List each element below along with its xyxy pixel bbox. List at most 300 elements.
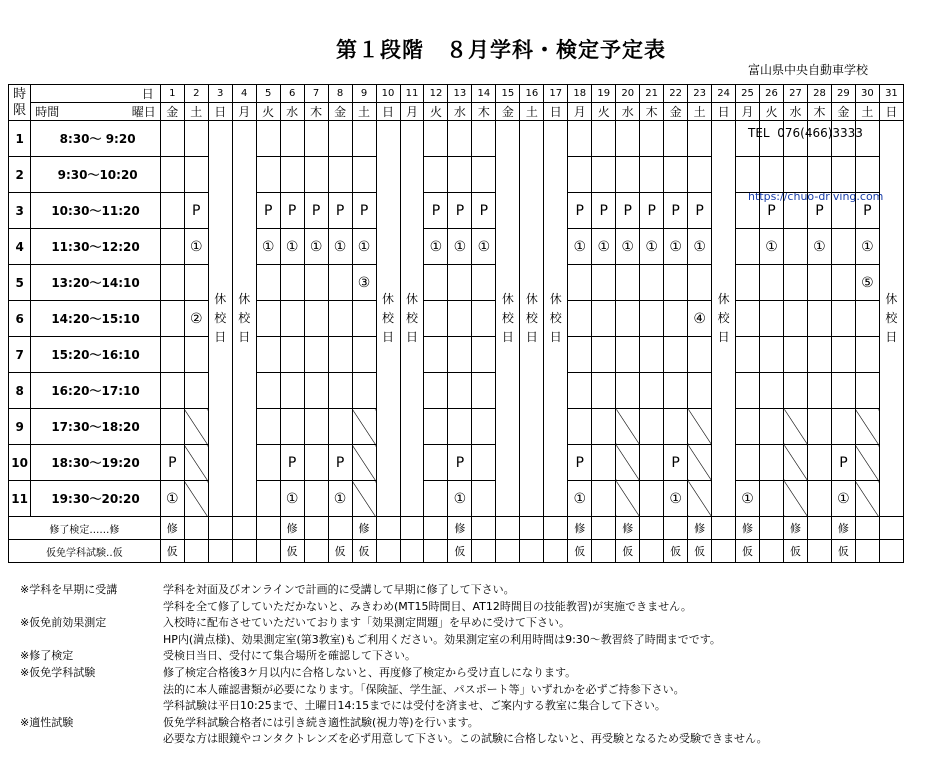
footer-mark: 仮 <box>670 545 682 558</box>
footer-cell <box>640 517 664 540</box>
schedule-cell <box>664 193 688 229</box>
footer-cell <box>592 517 616 540</box>
period-number: 7 <box>9 337 31 373</box>
schedule-cell <box>592 193 616 229</box>
schedule-cell <box>352 337 376 373</box>
closed-day-cell <box>520 121 544 517</box>
schedule-mark: P <box>192 202 201 219</box>
footer-cell <box>376 540 400 563</box>
schedule-cell <box>304 229 328 265</box>
schedule-cell <box>784 157 808 193</box>
schedule-mark: P <box>575 454 584 471</box>
schedule-cell <box>688 229 712 265</box>
footer-cell <box>855 517 879 540</box>
day-number: 16 <box>520 85 544 103</box>
closed-day-cell <box>712 121 736 517</box>
footer-mark: 修 <box>358 522 370 535</box>
period-row <box>9 481 904 517</box>
note-row <box>20 615 768 632</box>
schedule-mark: P <box>623 202 632 219</box>
schedule-mark: P <box>311 202 321 219</box>
schedule-cell <box>592 157 616 193</box>
schedule-mark: P <box>695 202 704 219</box>
schedule-mark: P <box>359 202 369 219</box>
schedule-cell <box>256 481 280 517</box>
schedule-cell <box>328 157 352 193</box>
day-label: 日 <box>141 87 154 101</box>
period-time: 9:30～10:20 <box>31 157 161 193</box>
footer-cell <box>712 540 736 563</box>
schedule-cell <box>592 301 616 337</box>
footer-cell <box>784 517 808 540</box>
note-row <box>20 682 768 699</box>
schedule-cell <box>760 301 784 337</box>
period-number: 11 <box>9 481 31 517</box>
schedule-cell <box>304 157 328 193</box>
schedule-cell <box>472 337 496 373</box>
weekday-cell: 土 <box>520 103 544 121</box>
footer-cell <box>352 540 376 563</box>
period-number: 6 <box>9 301 31 337</box>
note-label <box>20 731 163 748</box>
schedule-cell <box>184 157 208 193</box>
footer-cell <box>616 517 640 540</box>
day-number: 22 <box>664 85 688 103</box>
footer-cell <box>831 517 855 540</box>
day-number: 3 <box>208 85 232 103</box>
schedule-cell <box>352 373 376 409</box>
school-url[interactable]: https://chuo-driving.com <box>748 190 884 203</box>
time-label: 時間 <box>35 105 60 119</box>
schedule-mark: ① <box>453 490 467 507</box>
note-label <box>20 698 163 715</box>
day-number: 13 <box>448 85 472 103</box>
day-number: 25 <box>736 85 760 103</box>
period-time: 13:20～14:10 <box>31 265 161 301</box>
schedule-cell <box>592 265 616 301</box>
footer-cell <box>400 540 424 563</box>
schedule-cell <box>304 481 328 517</box>
schedule-cell <box>640 157 664 193</box>
schedule-cell <box>664 445 688 481</box>
note-row <box>20 648 768 665</box>
footer-mark: 修 <box>454 522 466 535</box>
period-time: 17:30～18:20 <box>31 409 161 445</box>
schedule-cell <box>160 337 184 373</box>
footer-cell <box>544 540 568 563</box>
schedule-mark: P <box>599 202 608 219</box>
footer-cell <box>232 517 256 540</box>
schedule-mark: ① <box>333 238 347 255</box>
schedule-cell <box>807 445 831 481</box>
schedule-cell <box>448 229 472 265</box>
weekday-cell: 日 <box>376 103 400 121</box>
schedule-cell <box>304 193 328 229</box>
schedule-cell <box>568 337 592 373</box>
day-number: 2 <box>184 85 208 103</box>
schedule-cell <box>616 193 640 229</box>
schedule-cell <box>160 265 184 301</box>
footer-cell <box>879 540 903 563</box>
schedule-cell <box>784 193 808 229</box>
schedule-table <box>8 84 904 563</box>
schedule-cell <box>568 481 592 517</box>
header-row-days <box>9 85 904 103</box>
period-time: 8:30～ 9:20 <box>31 121 161 157</box>
weekday-cell: 月 <box>400 103 424 121</box>
schedule-cell <box>760 409 784 445</box>
footer-cell <box>712 517 736 540</box>
footer-cell <box>208 540 232 563</box>
schedule-cell <box>424 337 448 373</box>
day-number: 8 <box>328 85 352 103</box>
note-label: ※仮免前効果測定 <box>20 616 107 630</box>
schedule-mark: ① <box>693 238 706 255</box>
page-title: 第１段階 ８月学科・検定予定表 <box>336 38 666 62</box>
schedule-cell <box>831 121 855 157</box>
footer-cell <box>736 540 760 563</box>
schedule-cell <box>448 193 472 229</box>
period-time: 18:30～19:20 <box>31 445 161 481</box>
footer-cell <box>879 517 903 540</box>
footer-cell <box>352 517 376 540</box>
schedule-cell <box>688 373 712 409</box>
schedule-mark: ① <box>309 238 323 255</box>
schedule-cell <box>280 193 304 229</box>
weekday-cell: 日 <box>879 103 903 121</box>
period-number: 2 <box>9 157 31 193</box>
schedule-mark: ① <box>285 238 299 255</box>
note-text: 入校時に配布させていただいております「効果測定問題」を早めに受けて下さい。 <box>163 616 570 630</box>
schedule-cell <box>831 229 855 265</box>
schedule-mark: ① <box>813 238 826 255</box>
weekday-cell: 木 <box>304 103 328 121</box>
period-row <box>9 157 904 193</box>
period-row <box>9 229 904 265</box>
unavailable-cell <box>784 481 808 517</box>
schedule-cell <box>568 373 592 409</box>
schedule-cell <box>664 229 688 265</box>
schedule-mark: P <box>335 454 345 471</box>
footer-cell <box>640 540 664 563</box>
schedule-cell <box>688 337 712 373</box>
schedule-cell <box>760 445 784 481</box>
schedule-cell <box>568 445 592 481</box>
schedule-cell <box>568 121 592 157</box>
day-number: 9 <box>352 85 376 103</box>
footer-label: 修了検定……修 <box>9 517 161 540</box>
day-number: 28 <box>807 85 831 103</box>
closed-label: 休 校 日 <box>238 292 251 344</box>
footer-cell <box>831 540 855 563</box>
schedule-cell <box>448 409 472 445</box>
footer-mark: 仮 <box>574 545 586 558</box>
weekday-cell: 火 <box>424 103 448 121</box>
schedule-cell <box>807 265 831 301</box>
schedule-cell <box>807 157 831 193</box>
schedule-cell <box>855 265 879 301</box>
footer-row <box>9 517 904 540</box>
closed-day-cell <box>376 121 400 517</box>
schedule-cell <box>280 373 304 409</box>
schedule-cell <box>352 229 376 265</box>
schedule-cell <box>352 265 376 301</box>
footer-cell <box>496 540 520 563</box>
schedule-cell <box>784 373 808 409</box>
schedule-cell <box>280 481 304 517</box>
footer-cell <box>760 517 784 540</box>
schedule-cell <box>472 373 496 409</box>
school-name: 富山県中央自動車学校 <box>748 63 869 77</box>
schedule-cell <box>472 121 496 157</box>
schedule-cell <box>616 157 640 193</box>
day-number: 31 <box>879 85 903 103</box>
weekday-cell: 水 <box>616 103 640 121</box>
schedule-cell <box>328 301 352 337</box>
schedule-mark: P <box>168 454 177 471</box>
schedule-cell <box>784 229 808 265</box>
schedule-cell <box>616 301 640 337</box>
schedule-cell <box>256 409 280 445</box>
unavailable-cell <box>352 409 376 445</box>
footer-mark: 仮 <box>837 545 849 558</box>
schedule-cell <box>160 301 184 337</box>
footer-mark: 仮 <box>742 545 754 558</box>
schedule-cell <box>424 193 448 229</box>
schedule-cell <box>160 121 184 157</box>
note-row <box>20 582 768 599</box>
footer-cell <box>256 517 280 540</box>
schedule-cell <box>184 373 208 409</box>
footer-cell <box>328 517 352 540</box>
schedule-cell <box>256 373 280 409</box>
schedule-cell <box>831 373 855 409</box>
footer-cell <box>184 517 208 540</box>
day-number: 19 <box>592 85 616 103</box>
schedule-cell <box>280 121 304 157</box>
weekday-cell: 木 <box>640 103 664 121</box>
day-number: 1 <box>160 85 184 103</box>
schedule-cell <box>256 445 280 481</box>
closed-label: 休 校 日 <box>214 292 227 344</box>
schedule-cell <box>807 409 831 445</box>
footer-mark: 仮 <box>622 545 634 558</box>
schedule-cell <box>472 157 496 193</box>
day-number: 5 <box>256 85 280 103</box>
schedule-mark: P <box>431 202 441 219</box>
schedule-cell <box>664 409 688 445</box>
footer-cell <box>736 517 760 540</box>
schedule-cell <box>664 265 688 301</box>
schedule-cell <box>640 373 664 409</box>
schedule-cell <box>448 157 472 193</box>
period-header <box>9 85 31 121</box>
footer-cell <box>855 540 879 563</box>
schedule-cell <box>855 229 879 265</box>
schedule-cell <box>280 229 304 265</box>
weekday-cell: 火 <box>760 103 784 121</box>
schedule-mark: ① <box>429 238 443 255</box>
schedule-cell <box>568 301 592 337</box>
footer-cell <box>280 517 304 540</box>
schedule-cell <box>328 121 352 157</box>
schedule-mark: P <box>263 202 273 219</box>
schedule-cell <box>592 337 616 373</box>
footer-mark: 修 <box>166 522 178 535</box>
footer-cell <box>376 517 400 540</box>
schedule-mark: ① <box>189 238 203 255</box>
schedule-cell <box>616 229 640 265</box>
schedule-cell <box>304 445 328 481</box>
footer-mark: 修 <box>694 522 706 535</box>
unavailable-cell <box>184 445 208 481</box>
closed-day-cell <box>400 121 424 517</box>
schedule-mark: ① <box>597 238 611 255</box>
schedule-cell <box>736 121 760 157</box>
schedule-cell <box>256 121 280 157</box>
weekday-cell: 月 <box>568 103 592 121</box>
schedule-cell <box>568 193 592 229</box>
footer-cell <box>304 540 328 563</box>
schedule-cell <box>472 229 496 265</box>
schedule-mark: P <box>287 454 297 471</box>
schedule-cell <box>256 157 280 193</box>
closed-label: 休 校 日 <box>717 292 730 344</box>
day-number: 12 <box>424 85 448 103</box>
period-number: 5 <box>9 265 31 301</box>
footer-cell <box>520 540 544 563</box>
day-number: 15 <box>496 85 520 103</box>
schedule-cell <box>664 157 688 193</box>
schedule-cell <box>855 121 879 157</box>
schedule-cell <box>855 373 879 409</box>
note-text: 修了検定合格後3ケ月以内に合格しないと、再度修了検定から受け直しになります。 <box>163 665 577 679</box>
closed-label: 休 校 日 <box>885 292 898 344</box>
schedule-cell <box>664 481 688 517</box>
footer-mark: 仮 <box>334 545 346 558</box>
schedule-cell <box>184 229 208 265</box>
schedule-mark: P <box>671 202 680 219</box>
closed-day-cell <box>879 121 903 517</box>
schedule-cell <box>328 409 352 445</box>
time-weekday-wrap <box>31 103 160 120</box>
schedule-mark: ① <box>621 238 634 255</box>
period-time: 10:30～11:20 <box>31 193 161 229</box>
schedule-cell <box>328 193 352 229</box>
schedule-cell <box>760 265 784 301</box>
schedule-cell <box>352 193 376 229</box>
schedule-cell <box>640 445 664 481</box>
schedule-cell <box>855 193 879 229</box>
day-number: 21 <box>640 85 664 103</box>
schedule-cell <box>736 265 760 301</box>
footer-cell <box>232 540 256 563</box>
schedule-cell <box>472 193 496 229</box>
schedule-cell <box>831 193 855 229</box>
schedule-mark: P <box>455 202 465 219</box>
footer-mark: 修 <box>789 522 801 535</box>
note-text: 学科を全て修了していただかないと、みきわめ(MT15時間目、AT12時間目の技能教習)が実施できません。 <box>163 599 692 613</box>
day-number: 18 <box>568 85 592 103</box>
period-number: 1 <box>9 121 31 157</box>
footer-cell <box>807 540 831 563</box>
schedule-cell <box>760 121 784 157</box>
schedule-mark: ① <box>765 238 778 255</box>
time-weekday-label <box>31 103 161 121</box>
footer-row <box>9 540 904 563</box>
note-label: ※学科を早期に受講 <box>20 583 118 596</box>
schedule-cell <box>448 337 472 373</box>
weekday-cell: 土 <box>688 103 712 121</box>
day-number: 24 <box>712 85 736 103</box>
schedule-cell <box>352 157 376 193</box>
footer-cell <box>424 540 448 563</box>
period-row <box>9 121 904 157</box>
schedule-cell <box>664 301 688 337</box>
note-row <box>20 731 768 748</box>
footer-cell <box>400 517 424 540</box>
footer-label: 仮免学科試験‥仮 <box>9 540 161 563</box>
schedule-cell <box>807 229 831 265</box>
weekday-cell: 金 <box>328 103 352 121</box>
schedule-cell <box>807 121 831 157</box>
schedule-cell <box>424 229 448 265</box>
closed-label: 休 校 日 <box>525 292 538 344</box>
day-number: 26 <box>760 85 784 103</box>
schedule-cell <box>472 409 496 445</box>
unavailable-cell <box>688 445 712 481</box>
day-number: 29 <box>831 85 855 103</box>
weekday-cell: 土 <box>184 103 208 121</box>
period-header-bottom: 限 <box>13 102 27 118</box>
schedule-cell <box>352 301 376 337</box>
weekday-cell: 金 <box>664 103 688 121</box>
schedule-cell <box>448 121 472 157</box>
schedule-mark: ① <box>861 238 874 255</box>
footer-mark: 修 <box>574 522 586 535</box>
schedule-cell <box>784 121 808 157</box>
schedule-cell <box>424 373 448 409</box>
day-number: 7 <box>304 85 328 103</box>
footer-cell <box>160 517 184 540</box>
schedule-cell <box>472 445 496 481</box>
footer-mark: 仮 <box>358 545 370 558</box>
schedule-cell <box>256 229 280 265</box>
schedule-mark: ① <box>357 238 371 255</box>
schedule-cell <box>736 301 760 337</box>
schedule-cell <box>328 481 352 517</box>
schedule-cell <box>424 409 448 445</box>
schedule-cell <box>640 265 664 301</box>
note-row <box>20 698 768 715</box>
period-row <box>9 337 904 373</box>
schedule-cell <box>831 409 855 445</box>
note-label: ※仮免学科試験 <box>20 665 96 679</box>
footer-cell <box>256 540 280 563</box>
unavailable-cell <box>855 445 879 481</box>
schedule-cell <box>424 445 448 481</box>
schedule-cell <box>640 229 664 265</box>
period-header-top: 時 <box>13 86 27 102</box>
schedule-mark: ① <box>285 490 299 507</box>
footer-cell <box>688 540 712 563</box>
footer-cell <box>328 540 352 563</box>
schedule-cell <box>616 265 640 301</box>
schedule-cell <box>424 157 448 193</box>
schedule-cell <box>280 265 304 301</box>
note-row <box>20 599 768 616</box>
schedule-cell <box>640 193 664 229</box>
